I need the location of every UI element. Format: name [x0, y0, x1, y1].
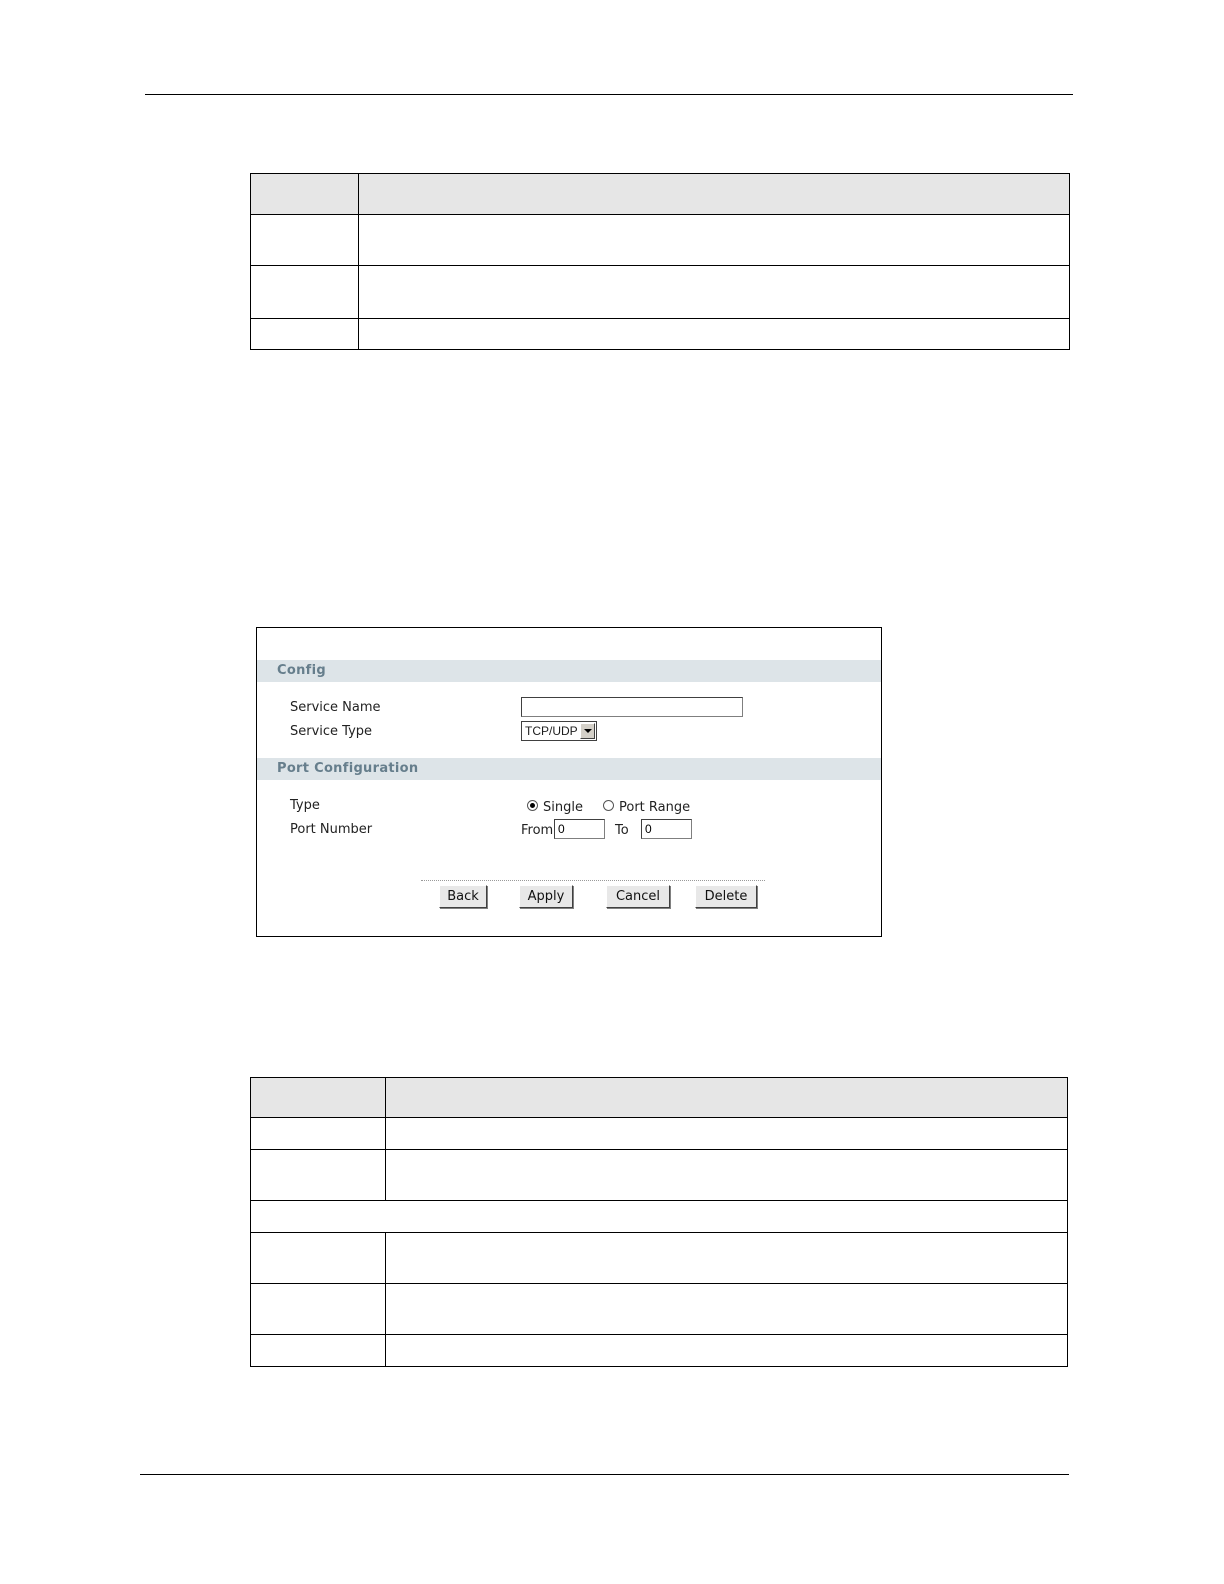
port-configuration-section-title: Port Configuration — [277, 761, 419, 776]
description-table-1 — [250, 173, 1070, 350]
table-cell — [251, 1078, 386, 1118]
to-label: To — [615, 823, 629, 838]
table-row — [251, 1284, 1068, 1335]
cancel-button[interactable]: Cancel — [606, 885, 670, 908]
back-button[interactable]: Back — [439, 885, 487, 908]
table-row — [251, 266, 1070, 319]
table-section-row — [251, 1201, 1068, 1233]
from-label: From — [521, 823, 554, 838]
table-cell — [251, 1201, 1068, 1233]
table-row — [251, 1233, 1068, 1284]
config-section-header — [257, 660, 881, 682]
service-type-selected-value: TCP/UDP — [525, 724, 578, 738]
port-from-input[interactable] — [554, 819, 605, 839]
service-type-label: Service Type — [290, 724, 373, 739]
service-name-input[interactable] — [521, 697, 743, 717]
separator — [421, 880, 765, 881]
type-label: Type — [290, 798, 320, 813]
table-cell — [251, 1233, 386, 1284]
table-cell — [251, 1335, 386, 1367]
type-single-label[interactable]: Single — [543, 800, 583, 815]
port-number-label: Port Number — [290, 822, 373, 837]
table-cell — [251, 266, 359, 319]
table-cell — [251, 319, 359, 350]
table-cell — [251, 1284, 386, 1335]
table-row — [251, 1335, 1068, 1367]
port-to-input[interactable] — [641, 819, 692, 839]
table-header-row — [251, 1078, 1068, 1118]
table-cell — [251, 174, 359, 215]
config-section-title: Config — [277, 663, 326, 678]
service-name-label: Service Name — [290, 700, 381, 715]
table-cell — [359, 174, 1070, 215]
table-cell — [386, 1150, 1068, 1201]
table-cell — [359, 319, 1070, 350]
table-header-row — [251, 174, 1070, 215]
table-cell — [386, 1078, 1068, 1118]
type-port-range-label[interactable]: Port Range — [619, 800, 691, 815]
table-cell — [251, 1118, 386, 1150]
table-cell — [386, 1335, 1068, 1367]
type-single-radio[interactable] — [527, 800, 538, 811]
table-cell — [359, 215, 1070, 266]
table-row — [251, 319, 1070, 350]
service-type-select[interactable] — [521, 721, 597, 741]
table-cell — [251, 1150, 386, 1201]
table-row — [251, 1118, 1068, 1150]
apply-button[interactable]: Apply — [519, 885, 573, 908]
port-configuration-section-header — [257, 758, 881, 780]
footer-rule — [140, 1474, 1069, 1475]
table-row — [251, 1150, 1068, 1201]
service-config-screen — [256, 627, 882, 937]
description-table-2 — [250, 1077, 1068, 1367]
table-cell — [251, 215, 359, 266]
table-row — [251, 215, 1070, 266]
table-cell — [386, 1233, 1068, 1284]
table-cell — [386, 1284, 1068, 1335]
delete-button[interactable]: Delete — [695, 885, 757, 908]
table-cell — [359, 266, 1070, 319]
header-rule — [145, 94, 1073, 95]
table-cell — [386, 1118, 1068, 1150]
type-port-range-radio[interactable] — [603, 800, 614, 811]
chevron-down-icon[interactable] — [580, 723, 595, 739]
